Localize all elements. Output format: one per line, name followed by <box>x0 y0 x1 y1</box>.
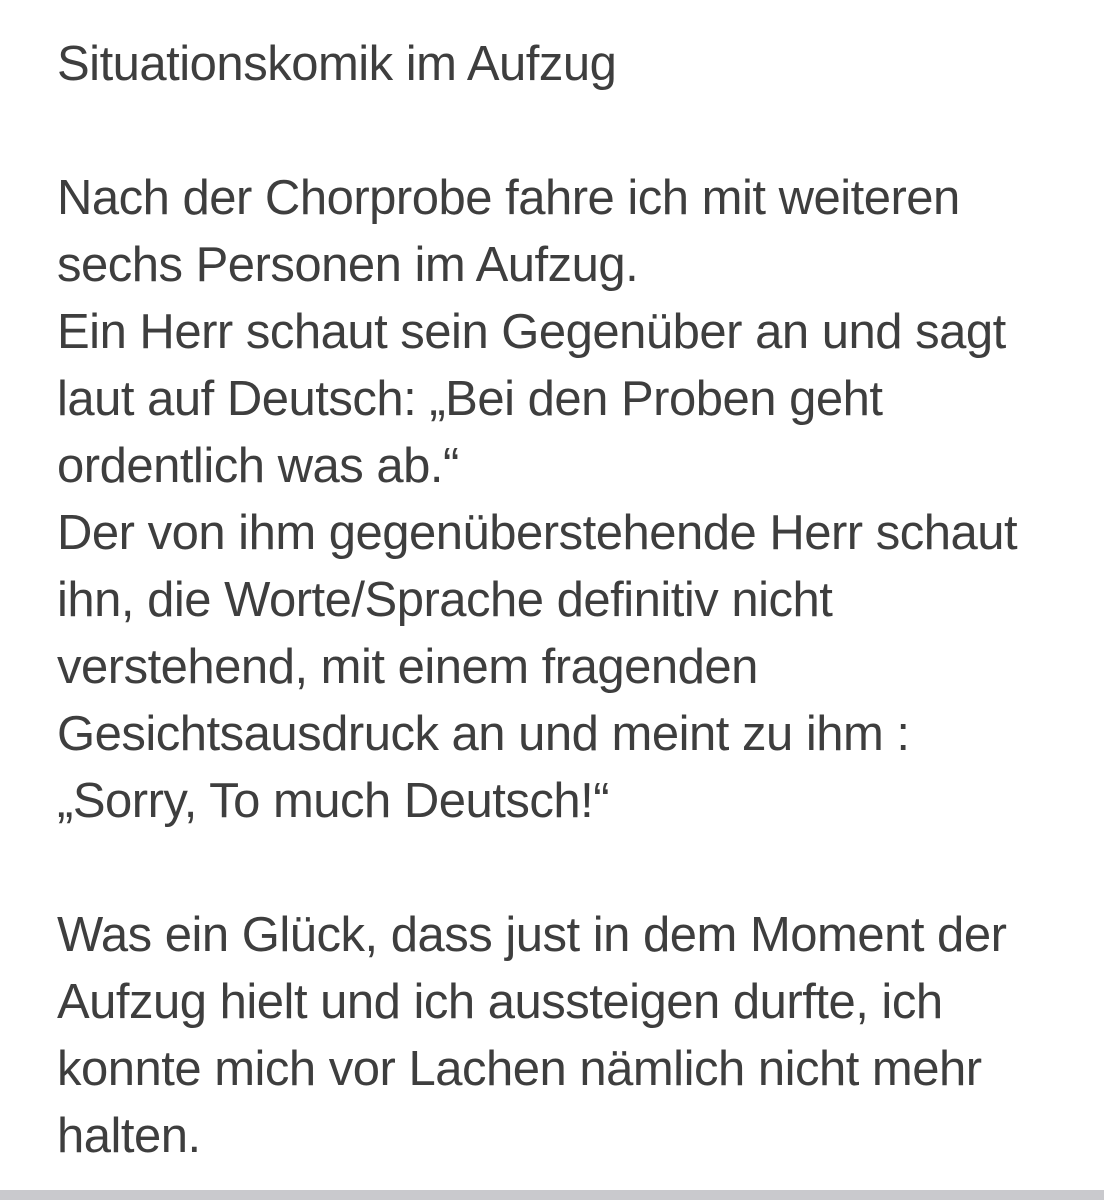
text-line: konnte mich vor Lachen nämlich nicht mehr <box>57 1042 982 1096</box>
paragraph-conclusion <box>57 902 1054 1170</box>
text-line: Was ein Glück, dass just in dem Moment der <box>57 908 1007 962</box>
page-title: Situationskomik im Aufzug <box>57 37 617 91</box>
text-line: Aufzug hielt und ich aussteigen durfte, ich <box>57 975 943 1029</box>
text-line: ordentlich was ab.“ <box>57 439 459 493</box>
text-line: Der von ihm gegenüberstehende Herr schaut <box>57 506 1018 560</box>
text-line: ihn, die Worte/Sprache definitiv nicht <box>57 573 833 627</box>
text-line: verstehend, mit einem fragenden <box>57 640 758 694</box>
text-line: Ein Herr schaut sein Gegenüber an und sagt <box>57 305 1006 359</box>
text-line: „Sorry, To much Deutsch!“ <box>57 774 610 828</box>
text-line: Gesichtsausdruck an und meint zu ihm : <box>57 707 910 761</box>
bottom-gray-bar <box>0 1190 1104 1200</box>
text-line: sechs Personen im Aufzug. <box>57 238 639 292</box>
text-line: laut auf Deutsch: „Bei den Proben geht <box>57 372 883 426</box>
paragraph-story <box>57 165 1054 835</box>
text-line: Nach der Chorprobe fahre ich mit weiteren <box>57 171 960 225</box>
text-line: halten. <box>57 1109 201 1163</box>
